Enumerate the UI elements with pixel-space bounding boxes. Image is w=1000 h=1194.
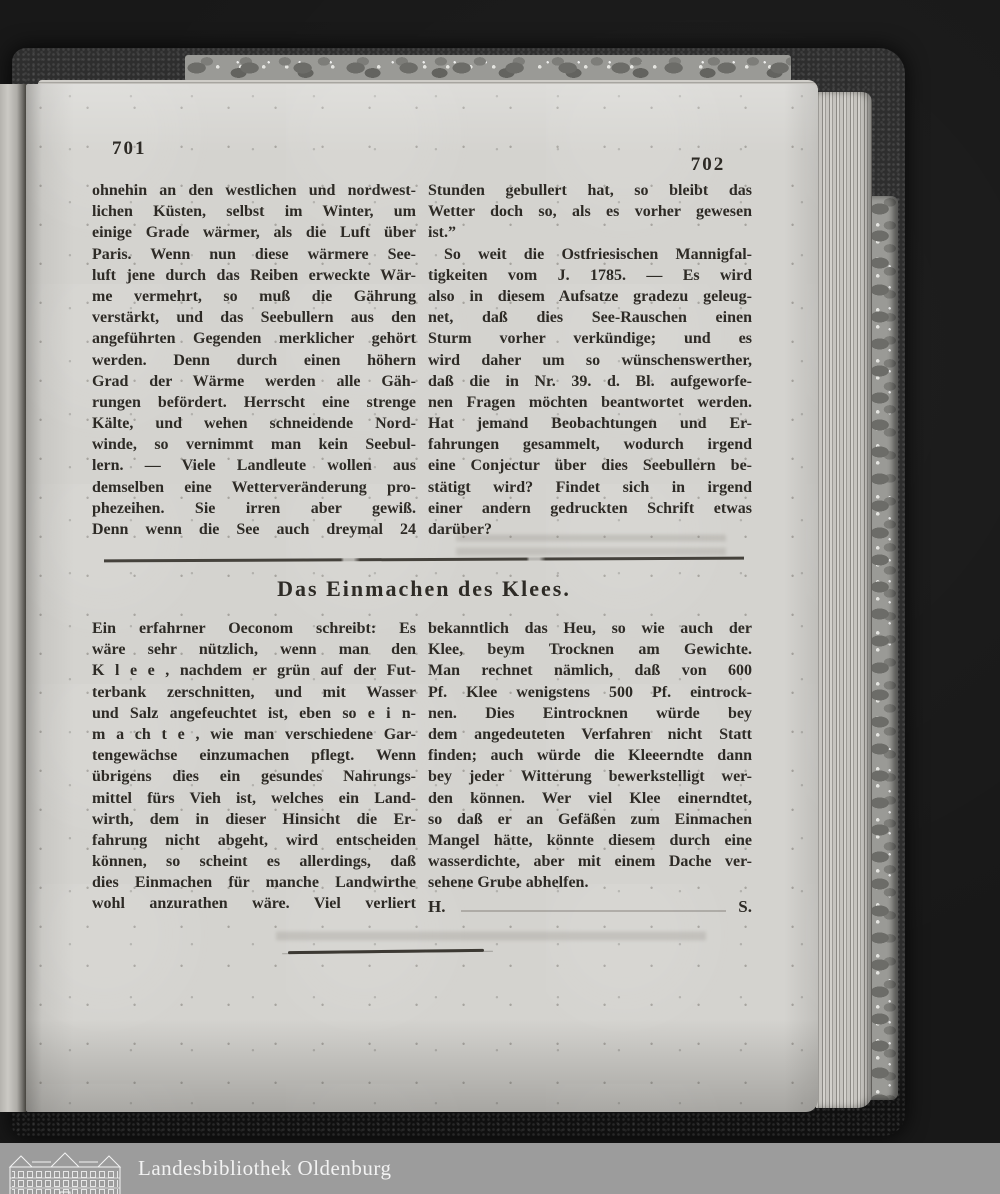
text-line: Ein erfahrner Oeconom schreibt: Es — [92, 620, 416, 637]
text-line: Man rechnet nämlich, daß von 600 — [428, 662, 752, 680]
text-line: ohnehin an den westlichen und nordwest- — [92, 182, 416, 199]
signature-row — [428, 896, 752, 917]
text-line: fahrungen gesammelt, wodurch irgend — [428, 436, 752, 454]
text-line: wasserdichte, aber mit einem Dache ver- — [428, 853, 752, 871]
text-line: einige Grade wärmer, als die Luft über — [92, 224, 416, 242]
marbled-top-edge — [185, 55, 791, 82]
text-line: Pf. Klee wenigstens 500 Pf. eintrock- — [428, 683, 752, 701]
facing-page-sliver — [0, 84, 26, 1112]
text-line: Klee, beym Trocknen am Gewichte. — [428, 641, 752, 659]
text-line: eine Conjectur über dies Seebullern be- — [428, 457, 752, 475]
text-line: tigkeiten vom J. 1785. — Es wird — [428, 266, 752, 284]
marbled-right-edge — [868, 196, 898, 1100]
scanned-page — [26, 84, 818, 1112]
library-name: Landesbibliothek Oldenburg — [138, 1156, 392, 1180]
text-line: Paris. Wenn nun diese wärmere See- — [92, 245, 416, 263]
top-section — [92, 180, 752, 540]
text-line: wirth, dem in dieser Hinsicht die Er- — [92, 810, 416, 828]
text-line: fahrung nicht abgeht, wird entscheiden — [92, 831, 416, 849]
text-line: nen Fragen möchten beantwortet werden. — [428, 393, 752, 411]
text-line: Kälte, und wehen schneidende Nord- — [92, 415, 416, 433]
text-line: m a ch t e , wie man verschiedene Gar- — [92, 725, 416, 743]
text-line: wohl anzurathen wäre. Viel verliert — [92, 895, 416, 913]
article-heading: Das Einmachen des Klees. — [277, 576, 571, 601]
text-line: Denn wenn die See auch dreymal 24 — [92, 521, 416, 538]
text-line: Hat jemand Beobachtungen und Er- — [428, 415, 752, 433]
text-line: terbank zerschnitten, und mit Wasser — [92, 683, 416, 701]
article-right-column — [428, 618, 752, 918]
text-line: daß die in Nr. 39. d. Bl. aufgeworfe- — [428, 372, 752, 390]
page-fore-edge — [816, 92, 872, 1108]
article-section — [92, 618, 752, 918]
signature-initial-right: S. — [738, 897, 752, 917]
text-line: und Salz angefeuchtet ist, eben so e i n- — [92, 704, 416, 722]
text-line: Grad der Wärme werden alle Gäh- — [92, 372, 416, 390]
text-line: net, daß dies See-Rauschen einen — [428, 309, 752, 327]
text-line: werden. Denn durch einen höhern — [92, 351, 416, 369]
text-line: können, so scheint es allerdings, daß — [92, 853, 416, 871]
text-line: den können. Wer viel Klee einerndtet, — [428, 789, 752, 807]
article-end-rule — [288, 949, 484, 954]
text-line: lern. — Viele Landleute wollen aus — [92, 457, 416, 475]
text-line: übrigens dies ein gesundes Nahrungs- — [92, 768, 416, 786]
text-line: so daß er an Gefäßen zum Einmachen — [428, 810, 752, 828]
text-line: Wetter doch so, als es vorher gewesen — [428, 203, 752, 221]
text-line: nen. Dies Eintrocknen würde bey — [428, 704, 752, 722]
page-number-right: 702 — [690, 154, 726, 175]
text-line: winde, so vernimmt man kein Seebul- — [92, 436, 416, 454]
library-building-icon — [8, 1152, 122, 1194]
text-line: Mangel hätte, könnte diesem durch eine — [428, 831, 752, 849]
text-line: einer andern gedruckten Schrift etwas — [428, 499, 752, 517]
text-line: phezeihen. Sie irren aber gewiß. — [92, 499, 416, 517]
text-line: tengewächse einzumachen pflegt. Wenn — [92, 747, 416, 765]
text-line: dies Einmachen für manche Landwirthe — [92, 874, 416, 892]
text-line: Sturm vorher verkündige; und es — [428, 330, 752, 348]
signature-rule — [461, 910, 726, 912]
text-line: sehene Grube abhelfen. — [428, 874, 589, 892]
footer-bar — [0, 1143, 1000, 1194]
text-line: K l e e , nachdem er grün auf der Fut- — [92, 662, 416, 680]
signature-initial-left: H. — [428, 897, 446, 917]
text-line: wäre sehr nützlich, wenn man den — [92, 641, 416, 659]
text-line: angeführten Gegenden merklicher gehört — [92, 330, 416, 348]
text-line: verstärkt, und das Seebullern aus den — [92, 309, 416, 327]
top-right-column — [428, 180, 752, 540]
text-line: mittel fürs Vieh ist, welches ein Land- — [92, 789, 416, 807]
text-line: wird daher um so wünschenswerther, — [428, 351, 752, 369]
text-line: luft jene durch das Reiben erweckte Wär- — [92, 266, 416, 284]
text-line: me vermehrt, so muß die Gährung — [92, 287, 416, 305]
text-line: darüber? — [428, 521, 492, 538]
text-line: dem angedeuteten Verfahren nicht Statt — [428, 725, 752, 743]
text-line: Stunden gebullert hat, so bleibt das — [428, 182, 752, 199]
text-line: stätigt wird? Findet sich in irgend — [428, 478, 752, 496]
ink-bleedthrough — [276, 926, 706, 946]
top-left-column — [92, 180, 416, 540]
text-line: finden; auch würde die Kleeerndte dann — [428, 747, 752, 765]
article-right-lines — [428, 618, 752, 893]
article-left-column — [92, 618, 416, 918]
text-line: ist.” — [428, 224, 456, 242]
text-line: rungen befördert. Herrscht eine strenge — [92, 393, 416, 411]
text-line: bey jeder Witterung bewerkstelligt wer- — [428, 768, 752, 786]
text-line: lichen Küsten, selbst im Winter, um — [92, 203, 416, 221]
text-line: demselben eine Wetterveränderung pro- — [92, 478, 416, 496]
text-line: bekanntlich das Heu, so wie auch der — [428, 620, 752, 637]
page-number-left: 701 — [112, 138, 147, 159]
text-line: So weit die Ostfriesischen Mannigfal- — [444, 245, 752, 263]
text-line: also in diesem Aufsatze gradezu geleug- — [428, 287, 752, 305]
